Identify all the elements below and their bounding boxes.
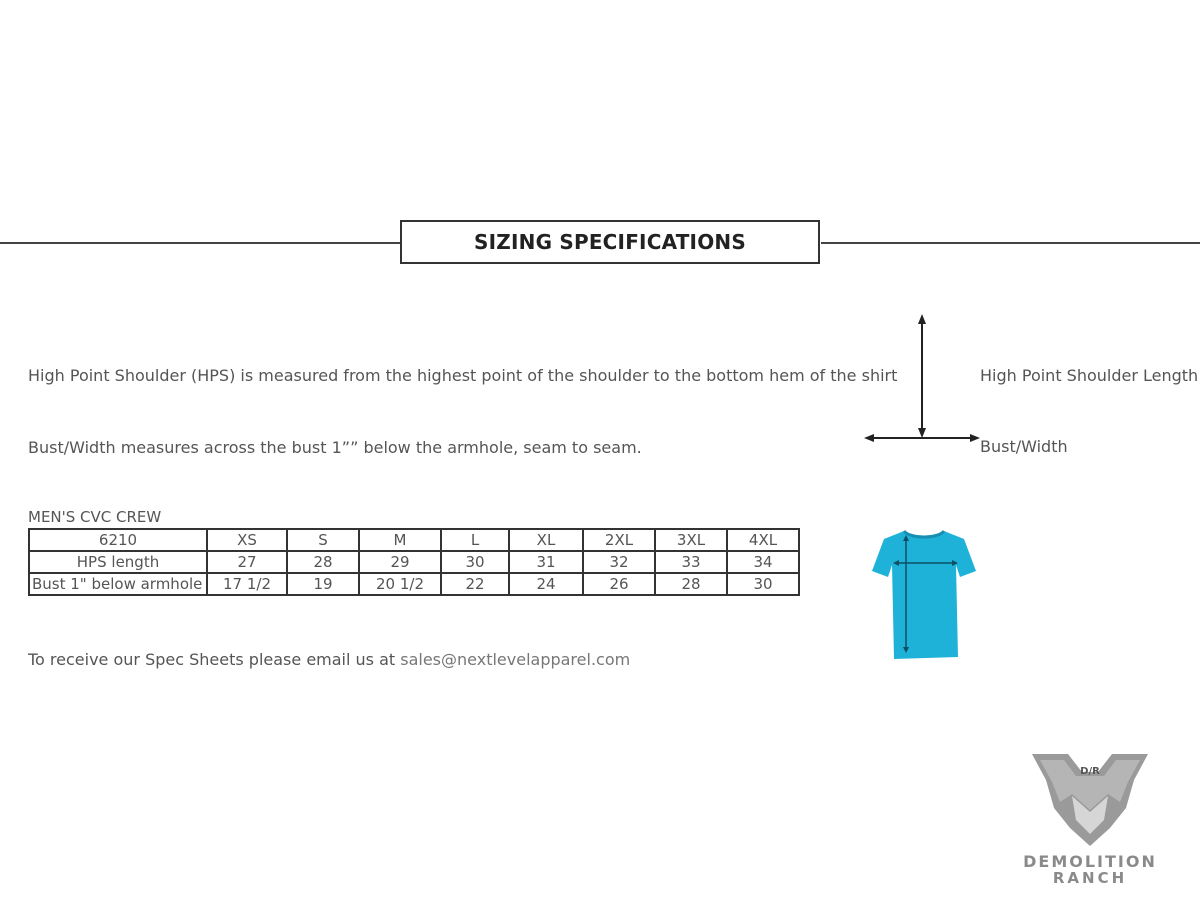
size-header: L (441, 529, 509, 551)
hps-description: High Point Shoulder (HPS) is measured from the highest point of the shoulder to the bottom hem of the shirt (28, 366, 898, 385)
size-header: 2XL (583, 529, 655, 551)
row-label: Bust 1" below armhole (29, 573, 207, 595)
eagle-logo-icon (1010, 750, 1170, 850)
table-row (29, 529, 799, 551)
logo-text-line2: RANCH (1052, 869, 1128, 887)
table-row (29, 573, 799, 595)
logo-text-line1: DEMOLITION (1023, 852, 1157, 871)
logo-monogram: D/R (1080, 766, 1100, 777)
table-cell: 29 (359, 551, 441, 573)
hps-length-label: High Point Shoulder Length (980, 366, 1199, 385)
bust-description: Bust/Width measures across the bust 1”” below the armhole, seam to seam. (28, 438, 642, 457)
table-cell: 17 1/2 (207, 573, 287, 595)
table-cell: 19 (287, 573, 359, 595)
header-rule-left (0, 242, 400, 244)
table-cell: 28 (655, 573, 727, 595)
table-cell: 24 (509, 573, 583, 595)
contact-text: To receive our Spec Sheets please email us at (28, 650, 401, 669)
logo (1010, 750, 1170, 886)
table-cell: 31 (509, 551, 583, 573)
size-header: S (287, 529, 359, 551)
table-cell: 22 (441, 573, 509, 595)
tshirt-icon (868, 525, 980, 663)
table-cell: 27 (207, 551, 287, 573)
measurement-arrows-icon (860, 310, 990, 450)
header-rule-right (821, 242, 1200, 244)
table-cell: 28 (287, 551, 359, 573)
style-number-cell: 6210 (29, 529, 207, 551)
bust-width-label: Bust/Width (980, 437, 1068, 456)
size-header: M (359, 529, 441, 551)
table-cell: 20 1/2 (359, 573, 441, 595)
size-header: XL (509, 529, 583, 551)
table-cell: 26 (583, 573, 655, 595)
contact-line (28, 650, 630, 669)
table-row (29, 551, 799, 573)
size-table (28, 528, 800, 596)
size-header: 4XL (727, 529, 799, 551)
table-cell: 34 (727, 551, 799, 573)
size-header: 3XL (655, 529, 727, 551)
table-title: MEN'S CVC CREW (28, 508, 162, 526)
table-cell: 30 (727, 573, 799, 595)
size-header: XS (207, 529, 287, 551)
contact-email-link[interactable]: sales@nextlevelapparel.com (400, 650, 631, 669)
page-title: SIZING SPECIFICATIONS (400, 220, 820, 264)
table-cell: 32 (583, 551, 655, 573)
table-cell: 30 (441, 551, 509, 573)
row-label: HPS length (29, 551, 207, 573)
table-cell: 33 (655, 551, 727, 573)
